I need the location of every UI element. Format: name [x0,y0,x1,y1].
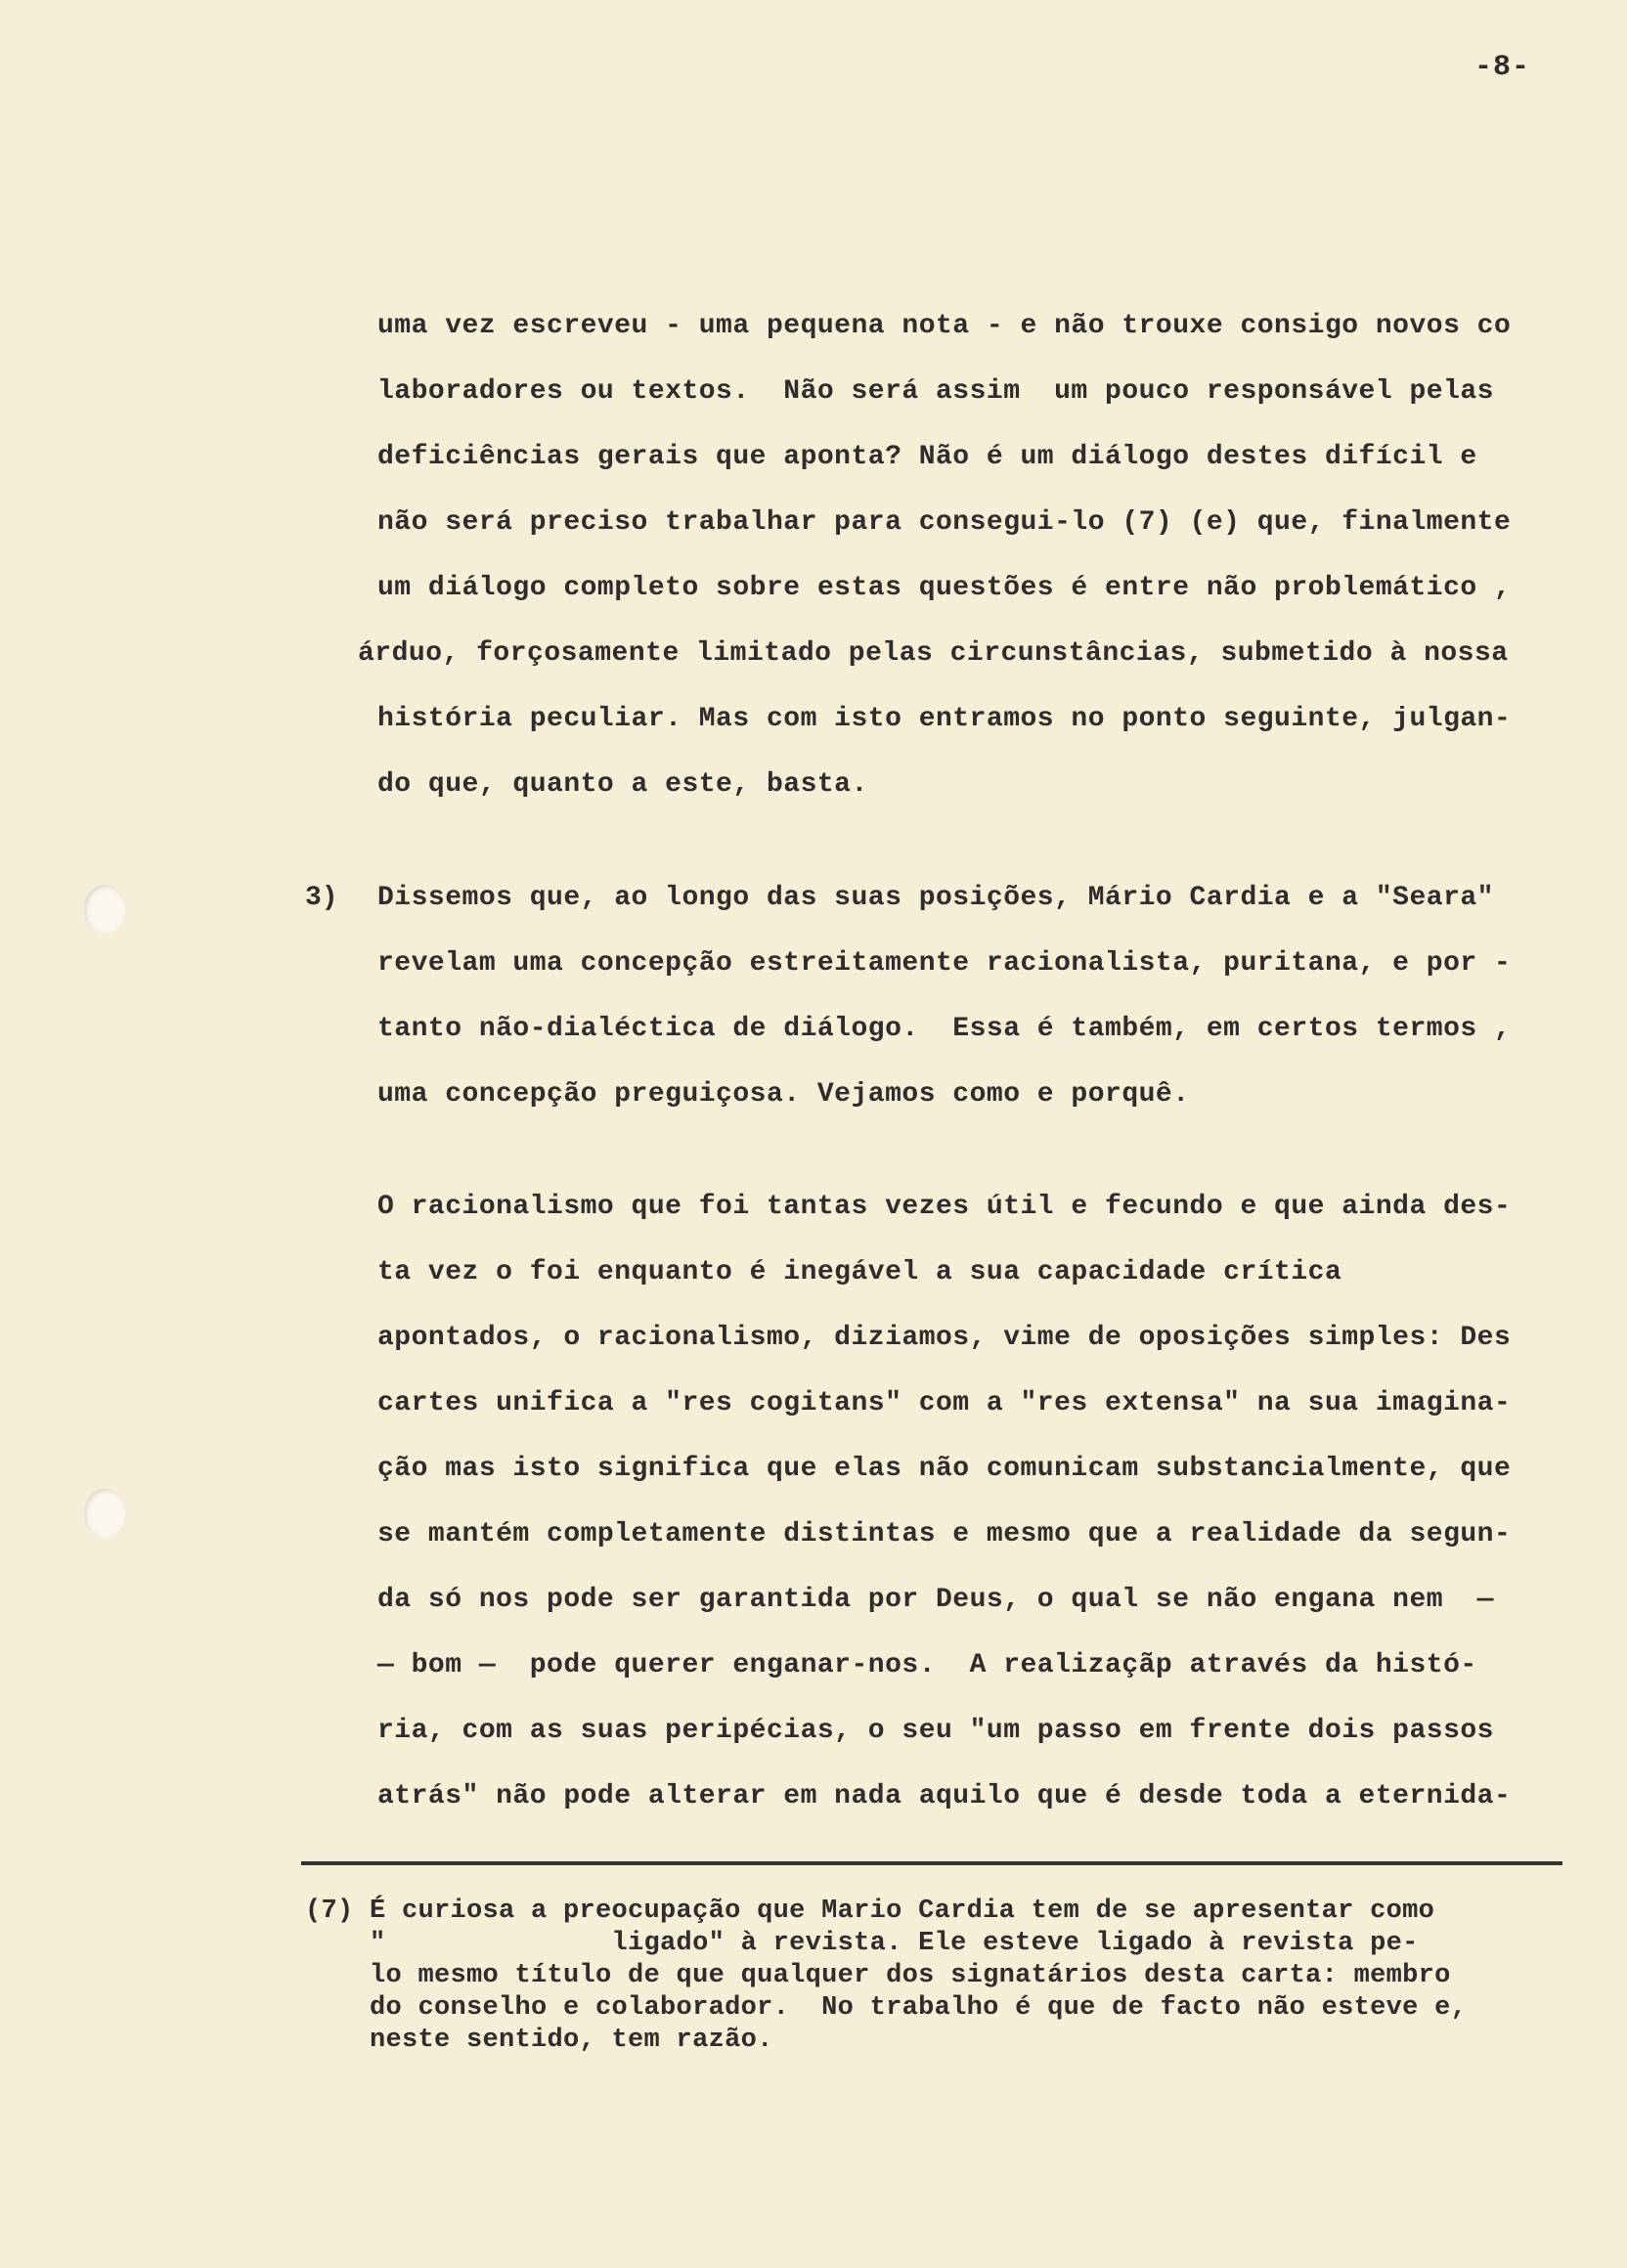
text-line: ção mas isto significa que elas não comunicam substancialmente, que [377,1454,1512,1484]
text-line: do que, quanto a este, basta. [377,769,868,800]
text-line: Dissemos que, ao longo das suas posições, Mário Cardia e a "Seara" [377,883,1494,913]
text-line: revelam uma concepção estreitamente racionalista, puritana, e por - [377,948,1512,979]
text-line: deficiências gerais que aponta? Não é um diálogo destes difícil e [377,442,1477,472]
footnote-line: do conselho e colaborador. No trabalho é que de facto não esteve e, [305,1993,1468,2023]
text-line: laboradores ou textos. Não será assim um pouco responsável pelas [377,376,1494,407]
text-line: tanto não-dialéctica de diálogo. Essa é também, em certos termos , [377,1014,1512,1044]
text-line: não será preciso trabalhar para consegui-lo (7) (e) que, finalmente [377,507,1512,538]
text-line: árduo, forçosamente limitado pelas circunstâncias, submetido à nossa [358,638,1509,669]
text-line: cartes unifica a "res cogitans" com a "res extensa" na sua imagina- [377,1388,1512,1418]
text-line: da só nos pode ser garantida por Deus, o qual se não engana nem — [377,1585,1494,1615]
punch-hole-top [84,885,125,934]
text-line: ta vez o foi enquanto é inegável a sua capacidade crítica [377,1257,1342,1287]
footnote-line: neste sentido, tem razão. [305,2026,773,2055]
text-line: O racionalismo que foi tantas vezes útil e fecundo e que ainda des- [377,1192,1512,1222]
text-line: uma concepção preguiçosa. Vejamos como e porquê. [377,1079,1190,1110]
text-line: história peculiar. Mas com isto entramos no ponto seguinte, julgan- [377,704,1512,734]
text-line: atrás" não pode alterar em nada aquilo que é desde toda a eternida- [377,1781,1512,1811]
text-line: ria, com as suas peripécias, o seu "um passo em frente dois passos [377,1716,1494,1746]
footnote-divider [301,1861,1562,1865]
footnote-line: lo mesmo título de que qualquer dos signatários desta carta: membro [305,1961,1451,1990]
section-number: 3) [305,883,338,913]
footnote-line: " ligado" à revista. Ele esteve ligado à revista pe- [305,1929,1419,1958]
text-line: — bom — pode querer enganar-nos. A realizaçãp através da histó- [377,1650,1477,1680]
text-line: se mantém completamente distintas e mesmo que a realidade da segun- [377,1519,1512,1549]
footnote-line: (7) É curiosa a preocupação que Mario Cardia tem de se apresentar como [305,1897,1435,1926]
text-line: uma vez escreveu - uma pequena nota - e não trouxe consigo novos co [377,311,1512,341]
punch-hole-bottom [84,1489,125,1538]
text-line: apontados, o racionalismo, diziamos, vime de oposições simples: Des [377,1323,1512,1353]
text-line: um diálogo completo sobre estas questões é entre não problemático , [377,573,1512,603]
page-number: -8- [1474,51,1531,84]
